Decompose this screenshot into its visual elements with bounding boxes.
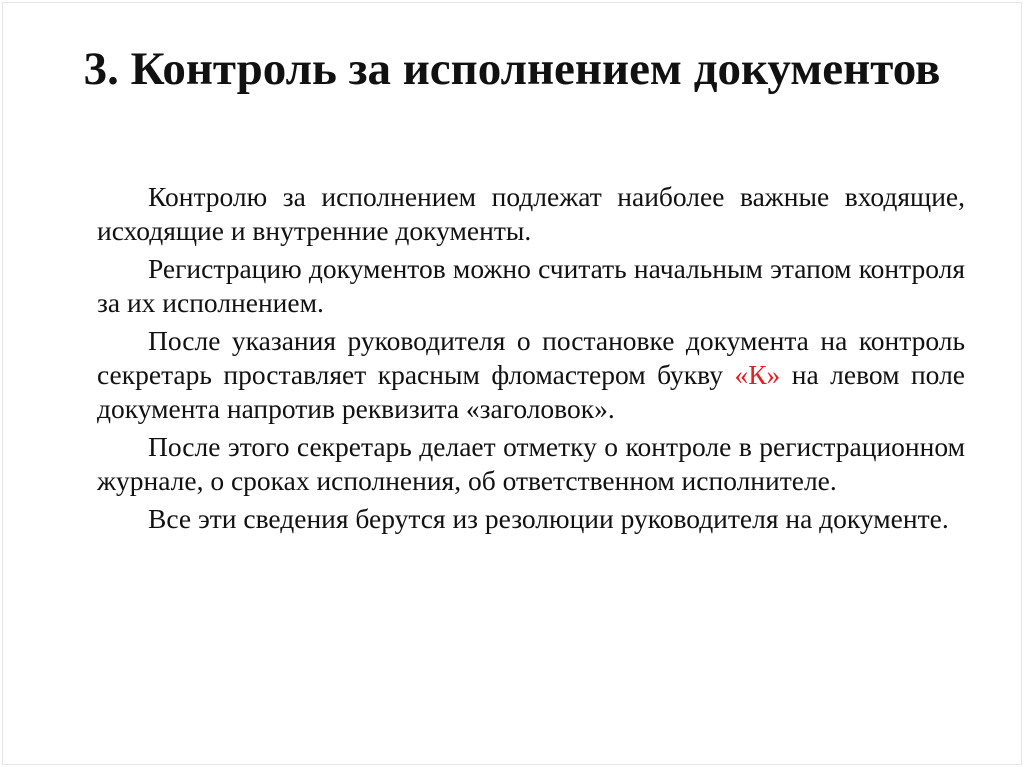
paragraph-5: Все эти сведения берутся из резолюции руководителя на документе. bbox=[148, 503, 949, 534]
slide-body bbox=[97, 180, 965, 540]
paragraph-4: После этого секретарь делает отметку о контроле в регистрационном журнале, о сроках исполнения, об ответственном исполнителе. bbox=[97, 431, 965, 496]
paragraph-2: Регистрацию документов можно считать начальным этапом контроля за их исполнением. bbox=[97, 253, 965, 318]
paragraph-3-text-before: После указания руководителя о постановке документа на контроль секретарь проставляет красным фломастером букву bbox=[97, 325, 965, 390]
paragraph-3-text-after: на левом поле документа напротив реквизита «заголовок». bbox=[97, 359, 966, 424]
slide-title: 3. Контроль за исполнением документов bbox=[83, 43, 941, 95]
highlighted-letter-k: «К» bbox=[734, 359, 781, 390]
paragraph-1: Контролю за исполнением подлежат наиболее важные входящие, исходящие и внутренние документы. bbox=[97, 181, 965, 246]
paragraph-3 bbox=[97, 324, 965, 426]
